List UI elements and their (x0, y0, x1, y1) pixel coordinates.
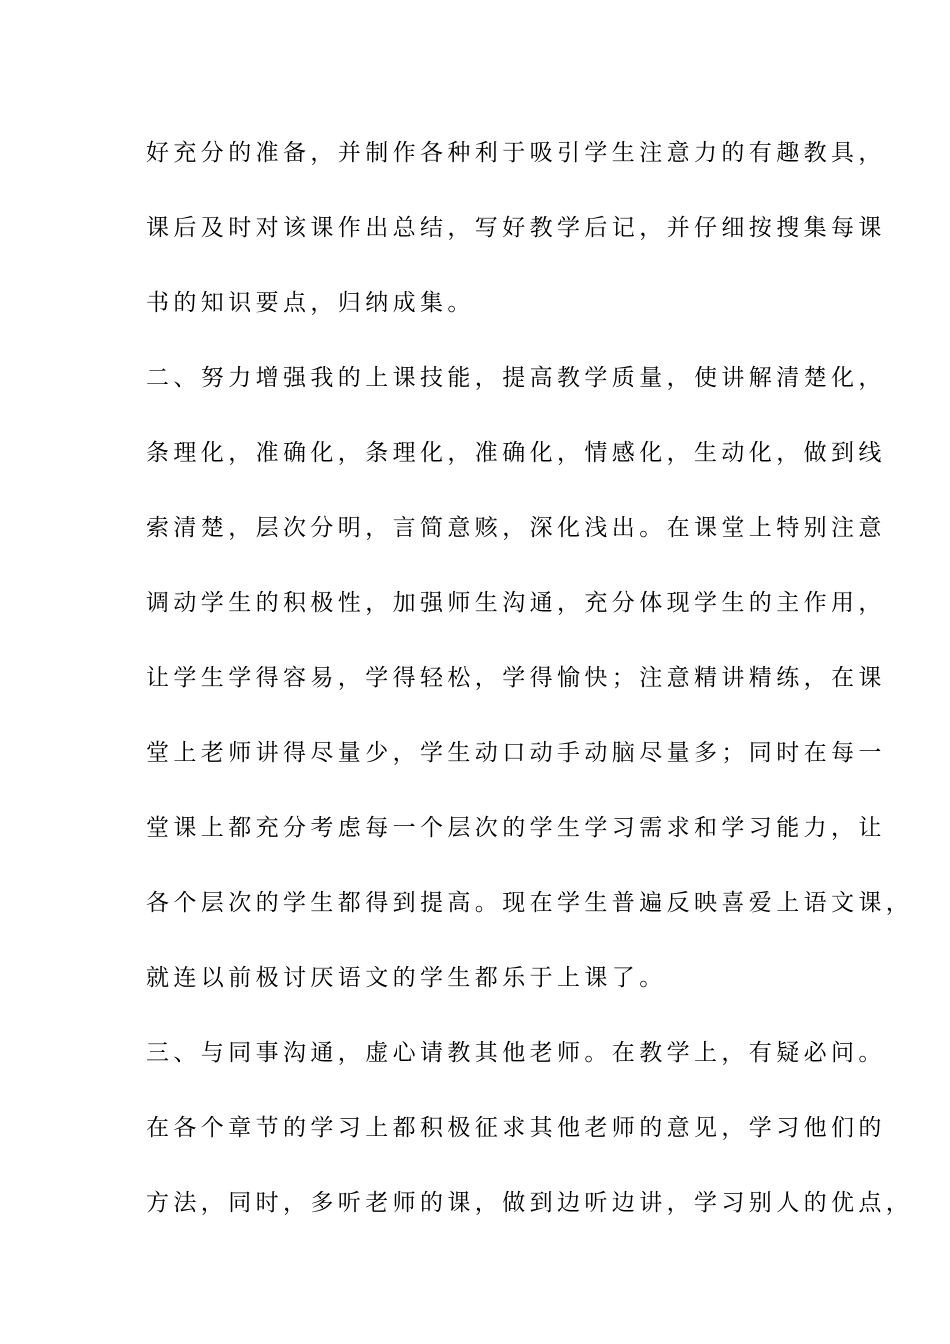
text-line: 索清楚，层次分明，言简意赅，深化浅出。在课堂上特别注意 (146, 515, 886, 541)
text-line: 方法，同时，多听老师的课，做到边听边讲，学习别人的优点， (146, 1190, 914, 1216)
text-line: 好充分的准备，并制作各种利于吸引学生注意力的有趣教具， (146, 140, 886, 166)
text-line: 在各个章节的学习上都积极征求其他老师的意见，学习他们的 (146, 1115, 886, 1141)
text-line: 书的知识要点，归纳成集。 (146, 290, 475, 316)
text-line: 堂上老师讲得尽量少，学生动口动手动脑尽量多；同时在每一 (146, 740, 886, 766)
text-line: 条理化，准确化，条理化，准确化，情感化，生动化，做到线 (146, 440, 886, 466)
text-line: 二、努力增强我的上课技能，提高教学质量，使讲解清楚化， (146, 365, 886, 391)
text-line: 三、与同事沟通，虚心请教其他老师。在教学上，有疑必问。 (146, 1040, 886, 1066)
text-line: 各个层次的学生都得到提高。现在学生普遍反映喜爱上语文课， (146, 890, 914, 916)
text-line: 堂课上都充分考虑每一个层次的学生学习需求和学习能力，让 (146, 815, 886, 841)
text-line: 让学生学得容易，学得轻松，学得愉快；注意精讲精练，在课 (146, 665, 886, 691)
text-line: 就连以前极讨厌语文的学生都乐于上课了。 (146, 965, 667, 991)
text-line: 课后及时对该课作出总结，写好教学后记，并仔细按搜集每课 (146, 215, 886, 241)
body-text (146, 131, 914, 1256)
text-line: 调动学生的积极性，加强师生沟通，充分体现学生的主作用， (146, 590, 886, 616)
